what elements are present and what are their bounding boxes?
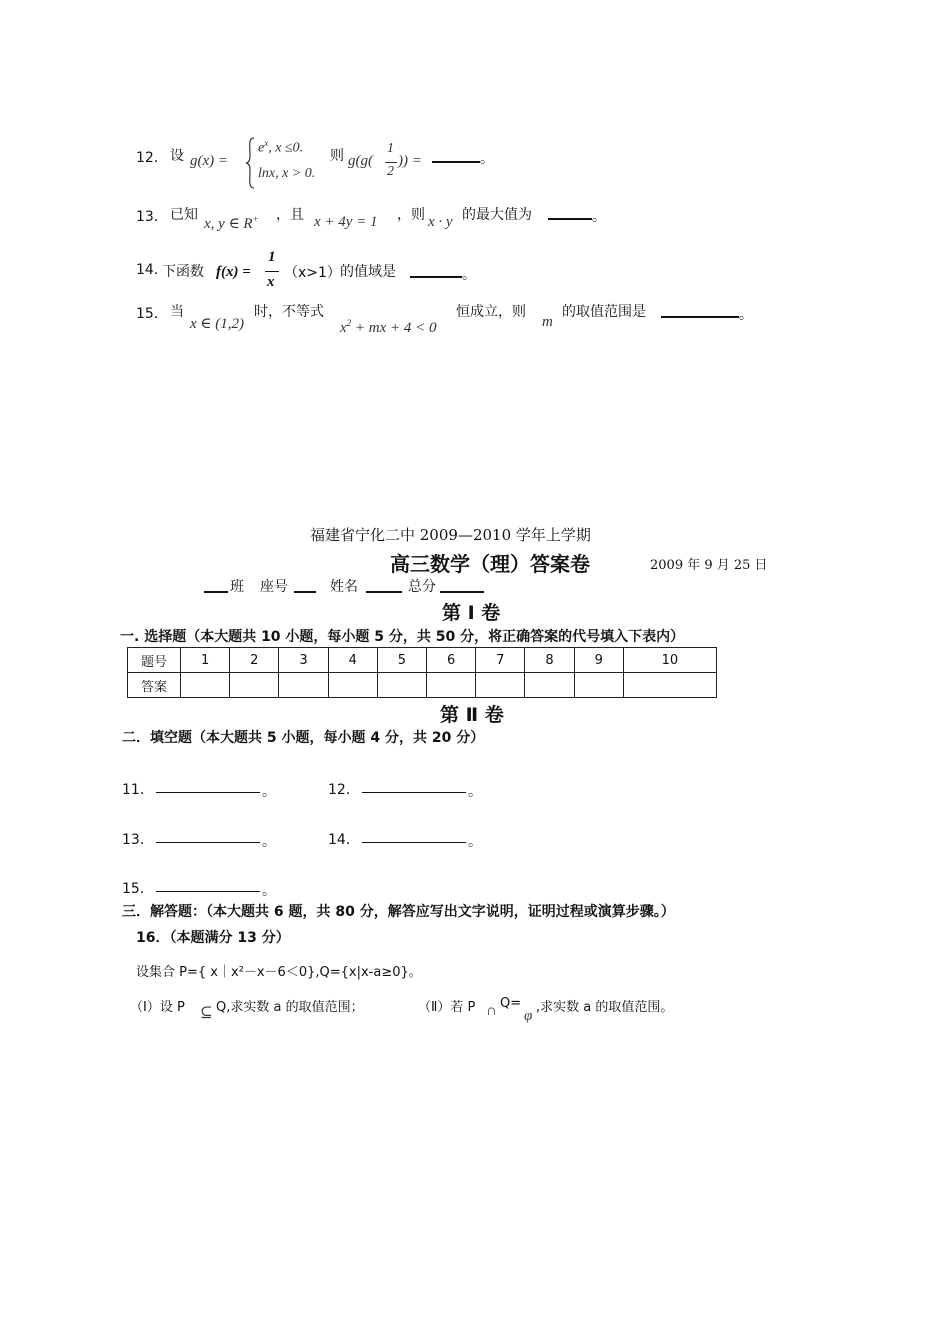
period: 。: [592, 209, 606, 225]
question-16-set-definition: 设集合 P={ x｜x²－x－6＜0},Q={x|x-a≥0}。: [136, 965, 422, 980]
fill-label-12: 12．: [328, 782, 360, 798]
part-ii-text: ,求实数 a 的取值范围。: [536, 1000, 674, 1015]
question-number-cell: 9: [574, 648, 623, 673]
answer-cell[interactable]: [427, 673, 476, 698]
question-number-cell: 2: [230, 648, 279, 673]
answer-cell[interactable]: [377, 673, 426, 698]
period: 。: [480, 151, 494, 167]
problem-13-product: x · y: [428, 214, 453, 230]
problem-13-mid1: ，且: [276, 207, 304, 223]
question-number-cell: 3: [279, 648, 328, 673]
problem-15-interval: x ∈ (1,2): [190, 316, 245, 332]
problem-13-mid2: ，则: [397, 207, 425, 223]
problem-14-fx: f(x) =: [216, 264, 251, 280]
question-number-cell: 7: [476, 648, 525, 673]
problem-12-expr-end: )) =: [398, 153, 422, 169]
problem-14-frac-num: 1: [268, 249, 276, 265]
row-label-question: 题号: [128, 648, 181, 673]
seat-label: 座号: [260, 579, 288, 595]
question-number-cell: 4: [328, 648, 377, 673]
score-label: 总分: [408, 579, 436, 595]
answer-blank-13[interactable]: [548, 204, 592, 220]
problem-13-tail: 的最大值为: [462, 207, 532, 223]
table-row: [128, 648, 717, 673]
class-label: 班: [230, 579, 244, 595]
problem-15-lead: 当: [170, 304, 184, 320]
empty-set-icon: φ: [524, 1008, 533, 1024]
problem-12-gx: g(x) =: [190, 153, 229, 169]
fill-label-15: 15．: [122, 881, 154, 897]
period: 。: [739, 307, 753, 323]
part-2-heading: 第 Ⅱ 卷: [440, 704, 504, 726]
fill-blank-13[interactable]: [156, 828, 260, 843]
part-ii-eq: Q=: [500, 996, 522, 1011]
answer-cell[interactable]: [476, 673, 525, 698]
class-field[interactable]: [204, 577, 228, 593]
answer-blank-15[interactable]: [661, 302, 739, 318]
part-i-text: Q,求实数 a 的取值范围；: [216, 1000, 364, 1015]
problem-14-condition: （x>1）: [284, 265, 341, 281]
question-16-title: 16．（本题满分 13 分）: [136, 930, 290, 946]
question-number-cell: 8: [525, 648, 574, 673]
question-number-cell: 1: [181, 648, 230, 673]
row-label-answer: 答案: [128, 673, 181, 698]
name-field[interactable]: [366, 577, 402, 593]
problem-15-m: m: [542, 314, 553, 330]
period: 。: [462, 267, 476, 283]
problem-12-frac-num: 1: [387, 141, 394, 156]
score-field[interactable]: [440, 577, 484, 593]
answer-table: [127, 647, 717, 698]
period: 。: [262, 883, 276, 899]
subset-icon: ⊆: [200, 1005, 213, 1021]
answer-cell[interactable]: [181, 673, 230, 698]
name-label: 姓名: [330, 579, 358, 595]
problem-14-frac-den: x: [267, 274, 275, 290]
answer-cell[interactable]: [279, 673, 328, 698]
problem-13-lead: 已知: [170, 207, 198, 223]
fill-label-11: 11．: [122, 782, 154, 798]
question-number-cell: 6: [427, 648, 476, 673]
problem-14-tail: 的值域是: [340, 264, 396, 280]
fill-label-14: 14．: [328, 832, 360, 848]
problem-12-expr: g(g(: [348, 153, 373, 169]
problem-14-number: 14.: [136, 262, 159, 278]
period: 。: [468, 784, 482, 800]
school-term-line: 福建省宁化二中 2009—2010 学年上学期: [310, 526, 591, 544]
question-number-cell: 10: [623, 648, 716, 673]
answer-blank-14[interactable]: [410, 262, 462, 278]
page-title: 高三数学（理）答案卷: [390, 552, 590, 576]
question-number-cell: 5: [377, 648, 426, 673]
problem-15-mid2: 恒成立，则: [456, 304, 526, 320]
answer-cell[interactable]: [230, 673, 279, 698]
table-row: [128, 673, 717, 698]
problem-15-inequality: $x^2$ + mx + 4 < 0: [340, 318, 437, 336]
fraction-bar: [265, 271, 279, 272]
answer-cell[interactable]: [525, 673, 574, 698]
answer-blank-12[interactable]: [432, 145, 480, 163]
answer-cell[interactable]: [328, 673, 377, 698]
fill-blank-15[interactable]: [156, 877, 260, 892]
section-1-title: 一. 选择题（本大题共 10 小题，每小题 5 分，共 50 分，将正确答案的代号填入下表内）: [120, 629, 685, 645]
problem-12-then: 则: [330, 148, 344, 164]
period: 。: [468, 834, 482, 850]
problem-12-number: 12．: [136, 150, 168, 166]
fill-blank-11[interactable]: [156, 778, 260, 793]
fill-blank-14[interactable]: [362, 828, 466, 843]
period: 。: [262, 834, 276, 850]
fill-label-13: 13．: [122, 832, 154, 848]
part-i-lead: （Ⅰ）设 P: [130, 1000, 185, 1015]
problem-13-set: x, y ∈ R+: [204, 214, 259, 232]
answer-cell[interactable]: [574, 673, 623, 698]
problem-12-case2: lnx, x > 0.: [258, 166, 316, 181]
fraction-bar: [385, 162, 397, 163]
part-ii-lead: （Ⅱ）若 P: [418, 1000, 476, 1015]
left-brace-icon: [244, 136, 256, 190]
problem-15-number: 15．: [136, 306, 168, 322]
intersection-icon: ∩: [486, 1003, 497, 1019]
problem-14-lead: 下函数: [162, 264, 204, 280]
problem-12-case1: $e^x$, x ≤0.: [258, 138, 304, 156]
exam-date: 2009 年 9 月 25 日: [650, 558, 768, 573]
period: 。: [262, 784, 276, 800]
section-3-title: 三．解答题：（本大题共 6 题，共 80 分，解答应写出文字说明，证明过程或演算步骤。）: [122, 904, 675, 920]
problem-12-lead: 设: [170, 148, 184, 164]
answer-cell[interactable]: [623, 673, 716, 698]
problem-13-number: 13．: [136, 209, 168, 225]
seat-field[interactable]: [294, 577, 316, 593]
problem-15-tail: 的取值范围是: [562, 304, 646, 320]
problem-15-mid1: 时，不等式: [254, 304, 324, 320]
problem-13-constraint: x + 4y = 1: [314, 214, 378, 230]
section-2-title: 二．填空题（本大题共 5 小题，每小题 4 分，共 20 分）: [122, 730, 485, 746]
part-1-heading: 第 Ⅰ 卷: [442, 602, 501, 624]
problem-12-frac-den: 2: [387, 164, 394, 179]
fill-blank-12[interactable]: [362, 778, 466, 793]
